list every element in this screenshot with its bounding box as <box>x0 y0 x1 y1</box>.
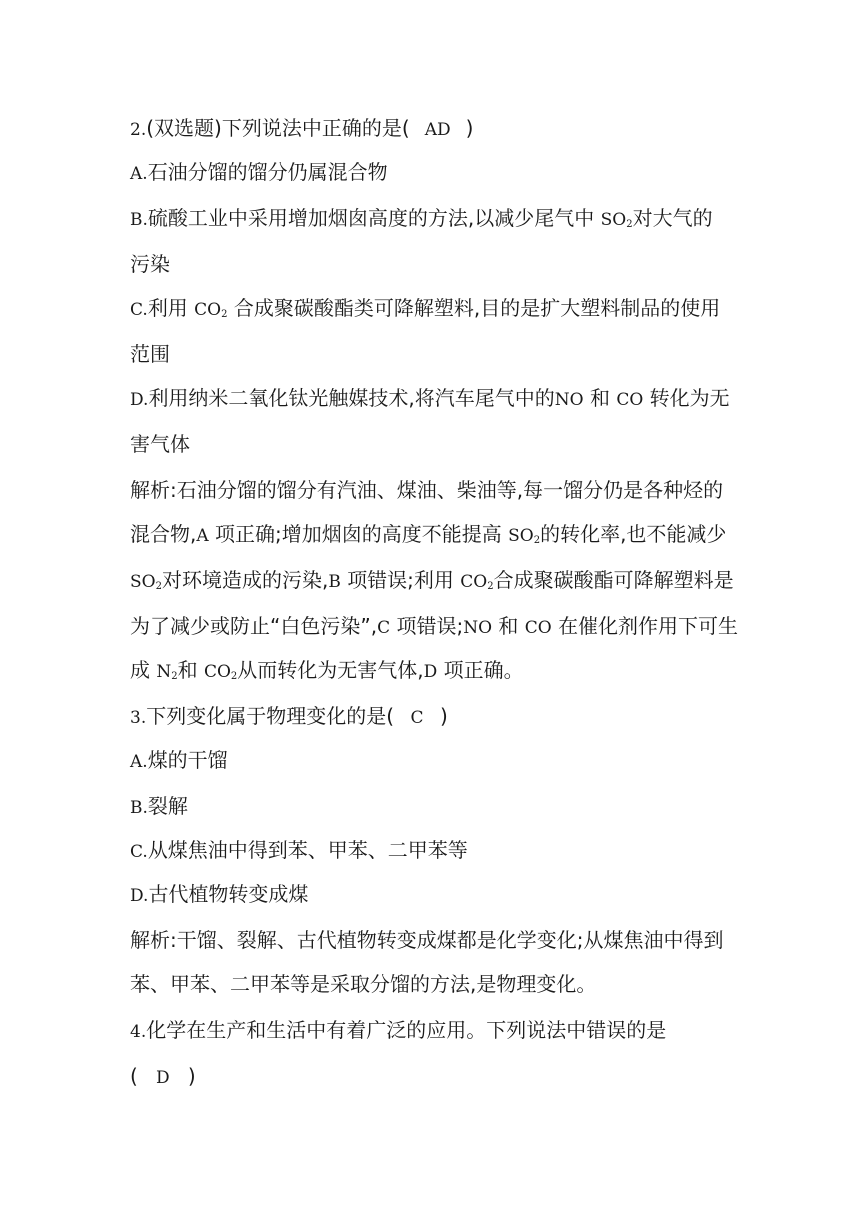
q3-stem: 3.下列变化属于物理变化的是( C ) <box>130 704 448 728</box>
q2-option-b-cont: 污染 <box>130 252 170 276</box>
q3-option-c: C.从煤焦油中得到苯、甲苯、二甲苯等 <box>130 838 468 862</box>
q2-option-c-cont: 范围 <box>130 342 170 366</box>
q3-option-d: D.古代植物转变成煤 <box>130 882 309 906</box>
q2-analysis-line-3: $SO_2$对环境造成的污染,B 项错误;利用 $CO_2$合成聚碳酸酯可降解塑料是 <box>130 568 734 592</box>
q2-analysis-line-1: 解析:石油分馏的馏分有汽油、煤油、柴油等,每一馏分仍是各种烃的 <box>130 478 724 502</box>
q2-analysis-line-4: 为了减少或防止“白色污染”,C 项错误;NO 和 CO 在催化剂作用下可生 <box>130 614 739 638</box>
q3-option-b: B.裂解 <box>130 794 188 818</box>
q4-stem: 4.化学在生产和生活中有着广泛的应用。下列说法中错误的是 <box>130 1018 667 1042</box>
q4-answer-line: ( D ) <box>130 1064 196 1088</box>
q3-analysis-line-1: 解析:干馏、裂解、古代植物转变成煤都是化学变化;从煤焦油中得到 <box>130 928 724 952</box>
q4-answer: D <box>155 1068 170 1088</box>
q2-option-d-cont: 害气体 <box>130 432 190 456</box>
q2-option-a: A.石油分馏的馏分仍属混合物 <box>130 160 388 184</box>
q3-answer: C <box>410 708 424 728</box>
q3-option-a: A.煤的干馏 <box>130 748 228 772</box>
q2-stem: 2.(双选题)下列说法中正确的是( AD ) <box>130 116 474 140</box>
q2-analysis-line-2: 混合物,A 项正确;增加烟囱的高度不能提高 $SO_2$的转化率,也不能减少 <box>130 522 727 546</box>
q2-answer: AD <box>424 120 451 140</box>
q2-option-b: B.硫酸工业中采用增加烟囱高度的方法,以减少尾气中 $SO_2$对大气的 <box>130 206 713 230</box>
q3-analysis-line-2: 苯、甲苯、二甲苯等是采取分馏的方法,是物理变化。 <box>130 972 597 996</box>
q2-option-d: D.利用纳米二氧化钛光触媒技术,将汽车尾气中的NO 和 CO 转化为无 <box>130 386 730 410</box>
q2-option-c: C.利用 $CO_2$ 合成聚碳酸酯类可降解塑料,目的是扩大塑料制品的使用 <box>130 296 721 320</box>
q2-analysis-line-5: 成 $N_2$和 $CO_2$从而转化为无害气体,D 项正确。 <box>130 658 524 682</box>
